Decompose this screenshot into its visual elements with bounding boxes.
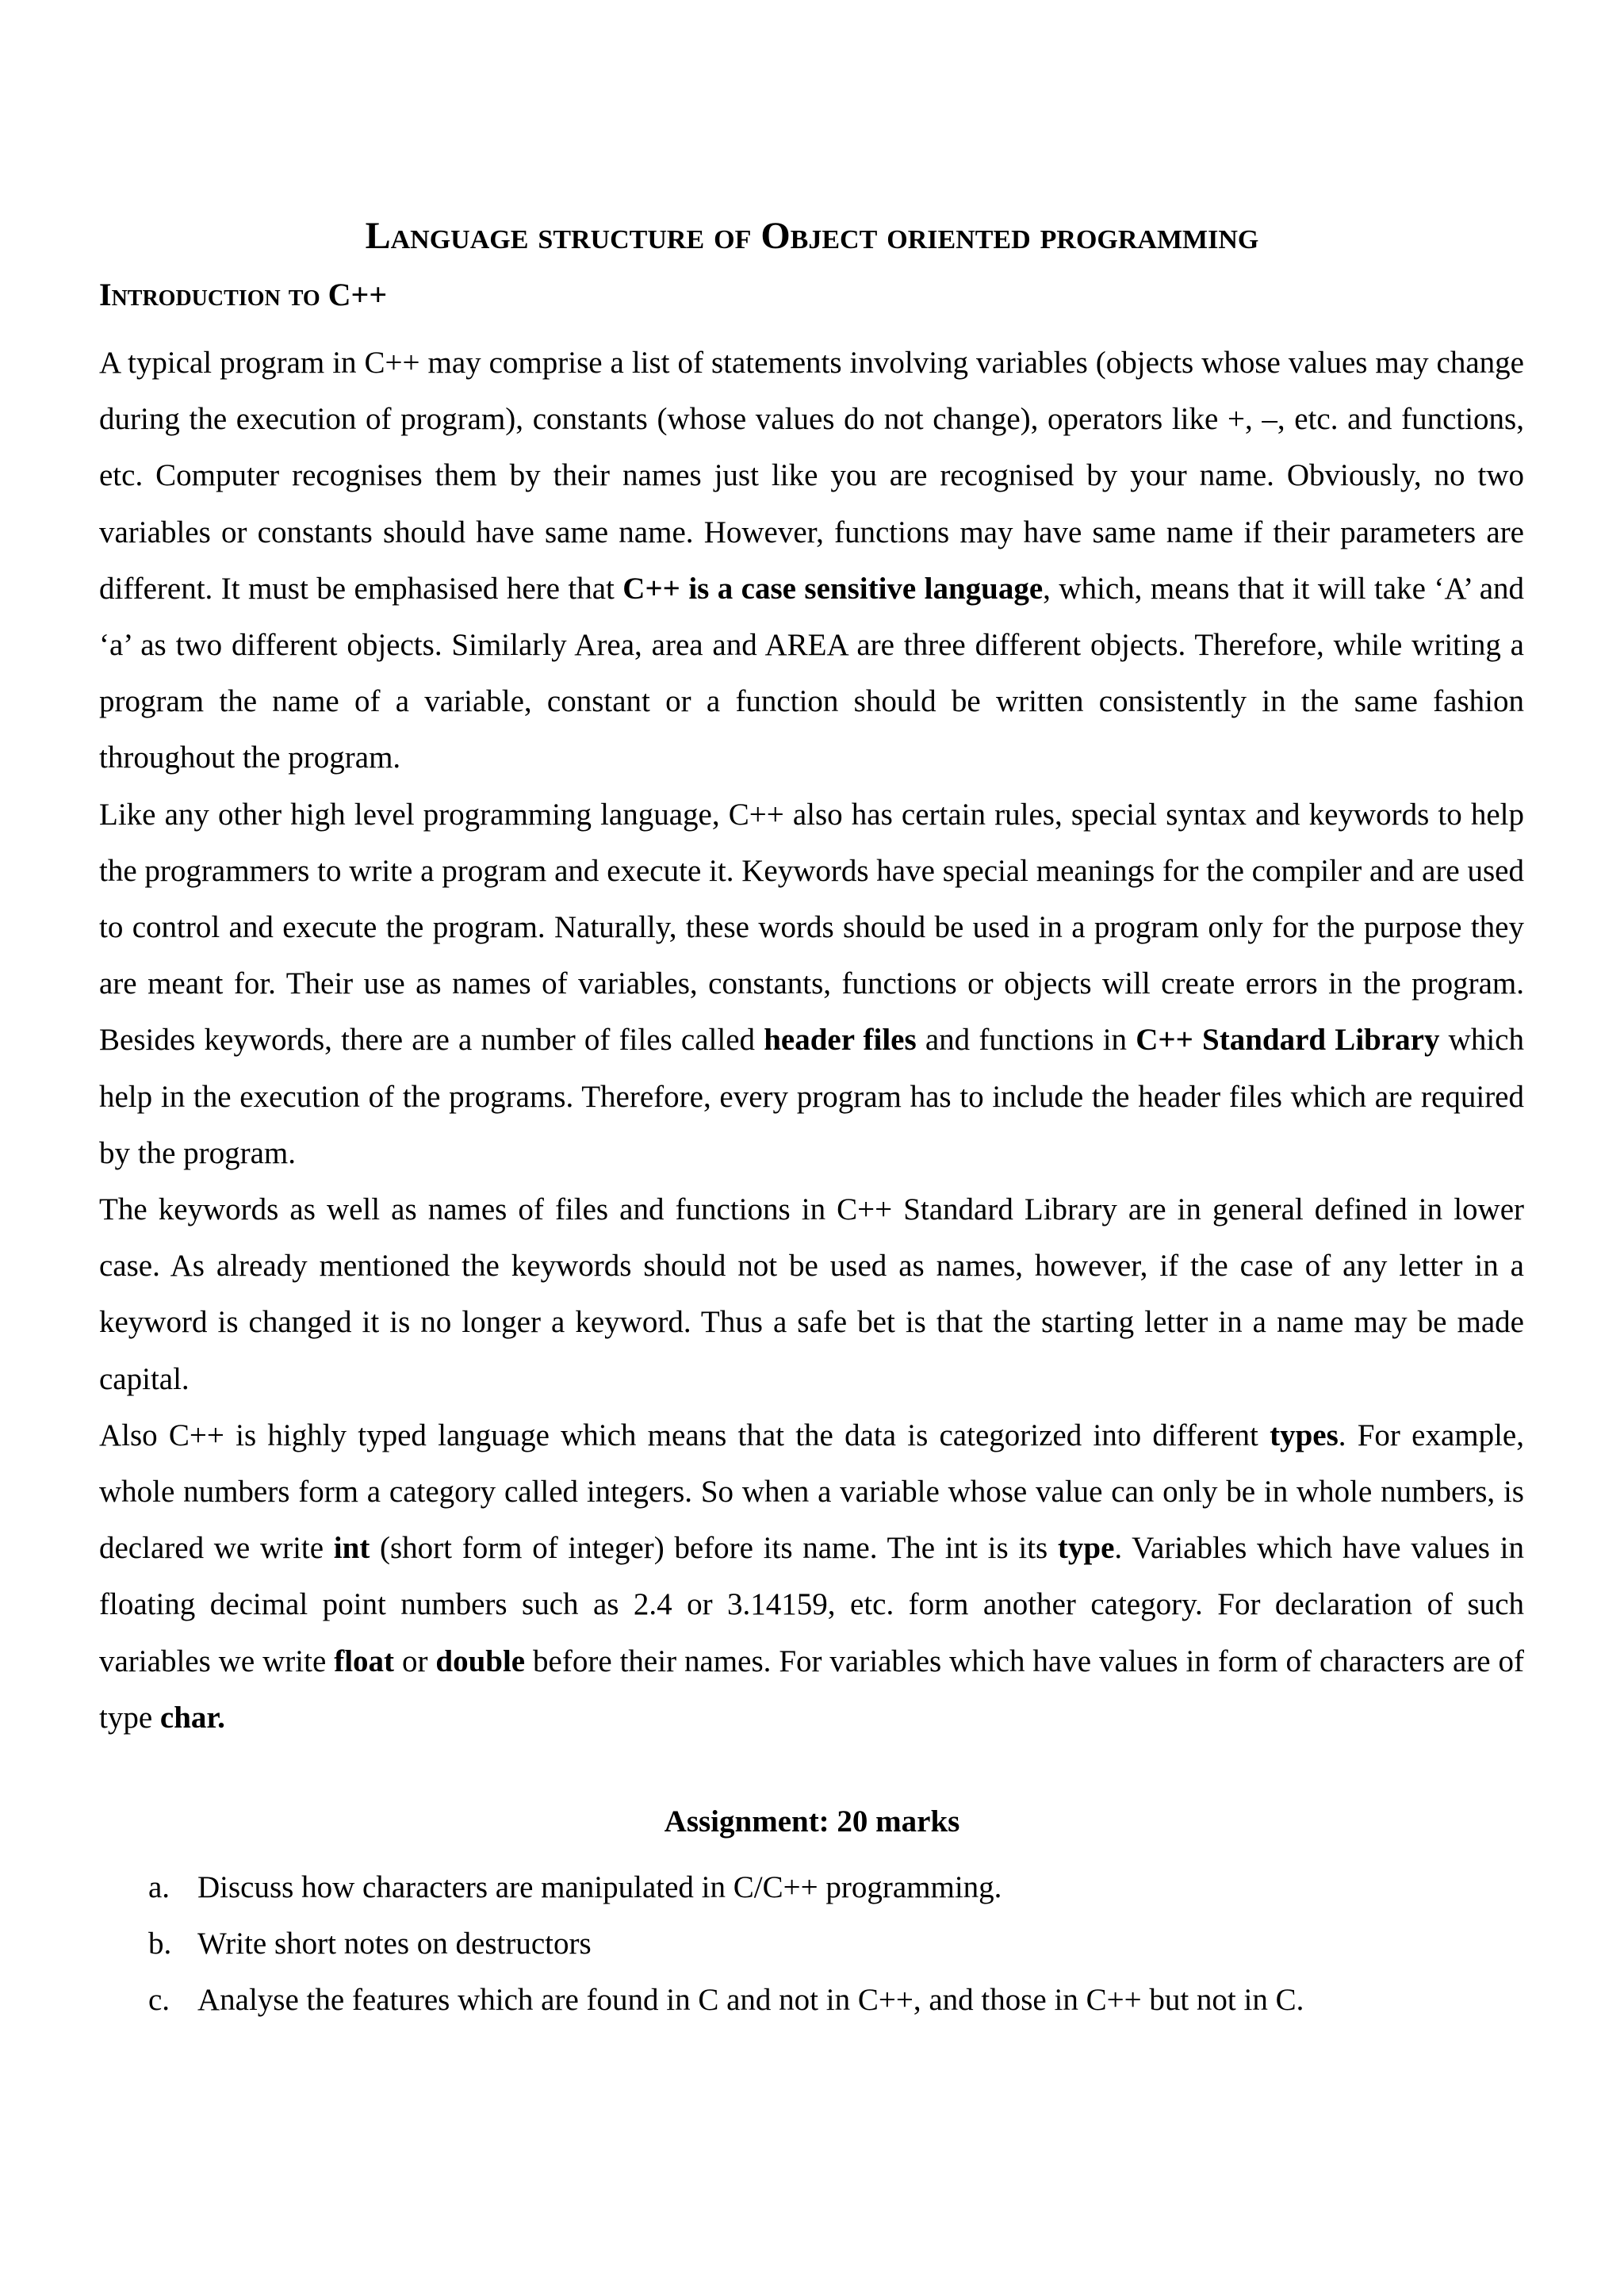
bold-text-run: header files	[764, 1023, 917, 1058]
assignment-item-text: Analyse the features which are found in C and not in C++, and those in C++ but not in C.	[197, 1983, 1304, 2018]
paragraph	[99, 1181, 1524, 1407]
list-marker: a.	[148, 1870, 170, 1904]
assignment-item	[148, 1972, 1528, 2028]
bold-text-run: type	[1057, 1531, 1115, 1566]
text-run: Also C++ is highly typed language which means that the data is categorized into different	[99, 1418, 1270, 1452]
bold-text-run: char.	[159, 1700, 225, 1735]
bold-text-run: C++ is a case sensitive language	[622, 571, 1044, 606]
text-run: A typical program in C++ may comprise a list of statements involving variables (objects whose values may change during the execution of program), constants (whose values do not change), operators like +, –, etc. and functions, etc. Computer recognises them by their names just like you are recognised by your name. Obviously, no two variables or constants should have same name. However, functions may have same name if their parameters are different. It must be emphasised here that	[99, 346, 1524, 606]
body-text	[99, 335, 1524, 1746]
text-run: which help in the execution of the programs. Therefore, every program has to include the header files which are required by the program.	[99, 1023, 1524, 1170]
assignment-item-text: Discuss how characters are manipulated in C/C++ programming.	[197, 1870, 1002, 1904]
bold-text-run: C++ Standard Library	[1136, 1023, 1440, 1058]
assignment-item	[148, 1915, 1528, 1972]
page-title: Language structure of Object oriented programming	[365, 215, 1259, 257]
assignment-title: Assignment: 20 marks	[664, 1804, 960, 1839]
text-run: or	[394, 1644, 436, 1678]
paragraph	[99, 786, 1524, 1181]
text-run: The keywords as well as names of files and functions in C++ Standard Library are in general defined in lower case. As already mentioned the keywords should not be used as names, however, if the case of any letter in a keyword is changed it is no longer a keyword. Thus a safe bet is that the starting letter in a name may be made capital.	[99, 1192, 1524, 1396]
paragraph	[99, 1407, 1524, 1746]
text-run: before their names. For variables which have values in form of characters are of type	[99, 1644, 1524, 1735]
text-run: . For example, whole numbers form a category called integers. So when a variable whose value can only be in whole numbers, is declared we write	[99, 1418, 1524, 1566]
assignment-list	[148, 1859, 1528, 2029]
bold-text-run: int	[333, 1531, 370, 1566]
list-marker: c.	[148, 1983, 170, 2018]
paragraph	[99, 335, 1524, 786]
text-run: . Variables which have values in floating decimal point numbers such as 2.4 or 3.14159, etc. form another category. For declaration of such variables we write	[99, 1531, 1524, 1678]
text-run: (short form of integer) before its name. The int is its	[370, 1531, 1058, 1566]
text-run: and functions in	[916, 1023, 1136, 1058]
list-marker: b.	[148, 1927, 172, 1961]
assignment-item-text: Write short notes on destructors	[197, 1927, 592, 1961]
bold-text-run: types	[1270, 1418, 1339, 1452]
text-run: Like any other high level programming language, C++ also has certain rules, special syntax and keywords to help the programmers to write a program and execute it. Keywords have special meanings for the compiler and are used to control and execute the program. Naturally, these words should be used in a program only for the purpose they are meant for. Their use as names of variables, constants, functions or objects will create errors in the program. Besides keywords, there are a number of files called	[99, 797, 1524, 1058]
text-run: , which, means that it will take ‘A’ and ‘a’ as two different objects. Similarly Area, area and AREA are three different objects. Therefore, while writing a program the name of a variable, constant or a function should be written consistently in the same fashion throughout the program.	[99, 571, 1524, 775]
section-heading: Introduction to C++	[99, 277, 388, 312]
bold-text-run: float	[334, 1644, 395, 1678]
bold-text-run: double	[435, 1644, 526, 1678]
assignment-item	[148, 1859, 1528, 1915]
